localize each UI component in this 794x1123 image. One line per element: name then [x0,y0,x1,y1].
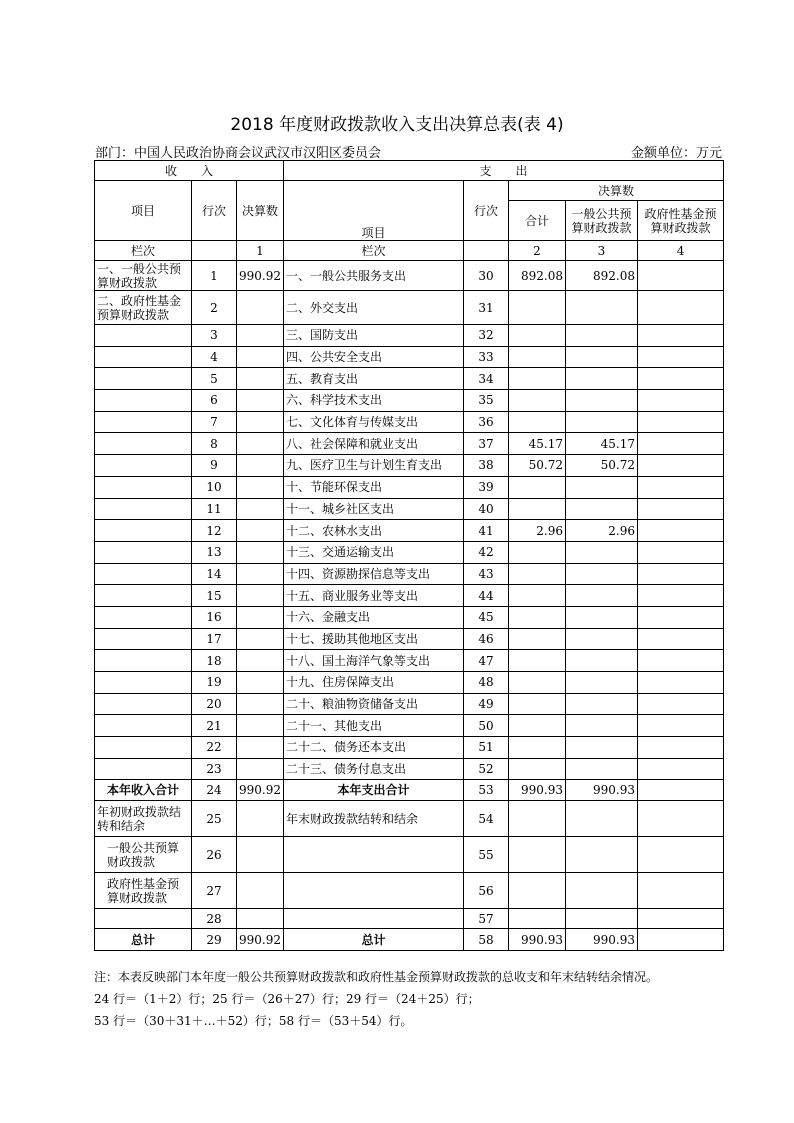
column-index-2: 2 [509,241,566,261]
expense-total [509,291,566,325]
expense-general [566,715,638,737]
income-amount [237,455,284,477]
income-amount [237,390,284,412]
expense-item: 四、公共安全支出 [284,346,464,368]
expense-item: 十三、交通运输支出 [284,541,464,563]
expense-fund [638,628,724,650]
expense-item: 二十、粮油物资储备支出 [284,693,464,715]
income-line: 20 [192,693,237,715]
income-line: 18 [192,650,237,672]
income-amount [237,801,284,837]
expense-general [566,498,638,520]
income-line: 21 [192,715,237,737]
income-item: 政府性基金预算财政拨款 [95,873,192,909]
income-item [95,758,192,780]
income-amount [237,737,284,759]
table-row [95,261,724,291]
expense-fund [638,325,724,347]
expense-fund [638,563,724,585]
income-line: 6 [192,390,237,412]
note-line: 53 行＝（30＋31＋…＋52）行；58 行＝（53＋54）行。 [94,1014,413,1028]
expense-total [509,585,566,607]
table-row [95,411,724,433]
expense-line: 42 [464,541,509,563]
expense-general: 892.08 [566,261,638,291]
expense-general [566,693,638,715]
general-budget-header: 一般公共预算财政拨款 [566,201,638,241]
income-amount [237,520,284,542]
expense-total [509,498,566,520]
expense-total: 990.93 [509,780,566,801]
income-line: 2 [192,291,237,325]
expense-general [566,476,638,498]
table-row [95,650,724,672]
expense-total [509,541,566,563]
expense-fund [638,368,724,390]
expense-fund [638,737,724,759]
income-item [95,498,192,520]
expense-total [509,801,566,837]
table-row [95,837,724,873]
expense-fund [638,672,724,694]
fund-budget-header: 政府性基金预算财政拨款 [638,201,724,241]
expense-item-header: 项目 [284,181,464,241]
expense-total: 50.72 [509,455,566,477]
notes [94,966,658,1032]
expense-item [284,837,464,873]
table-row [95,606,724,628]
expense-item: 本年支出合计 [284,780,464,801]
table-row [95,541,724,563]
income-item [95,541,192,563]
expense-line: 38 [464,455,509,477]
income-amount: 990.92 [237,780,284,801]
income-line: 28 [192,909,237,929]
income-item [95,476,192,498]
income-line: 8 [192,433,237,455]
income-header: 收 入 [95,161,284,181]
table-row [95,929,724,951]
expense-fund [638,715,724,737]
expense-total [509,837,566,873]
income-line-header: 行次 [192,181,237,241]
expense-general [566,909,638,929]
expense-fund [638,693,724,715]
expense-general [566,650,638,672]
income-item-header: 项目 [95,181,192,241]
income-amount [237,563,284,585]
expense-general [566,541,638,563]
income-amount [237,650,284,672]
expense-line-header: 行次 [464,181,509,241]
income-item [95,325,192,347]
expense-total [509,873,566,909]
table-row [95,909,724,929]
table-row [95,291,724,325]
table-row [95,585,724,607]
expense-line: 56 [464,873,509,909]
expense-general: 990.93 [566,780,638,801]
income-amount [237,909,284,929]
table-row [95,433,724,455]
expense-fund [638,476,724,498]
expense-fund [638,411,724,433]
expense-general [566,758,638,780]
expense-item: 十五、商业服务业等支出 [284,585,464,607]
expense-general [566,291,638,325]
income-line: 26 [192,837,237,873]
expense-line: 40 [464,498,509,520]
income-item: 二、政府性基金预算财政拨款 [95,291,192,325]
table-row [95,628,724,650]
expense-item: 十七、援助其他地区支出 [284,628,464,650]
page-title: 2018 年度财政拨款收入支出决算总表(表 4) [230,115,564,135]
income-item: 年初财政拨款结转和结余 [95,801,192,837]
expense-line: 51 [464,737,509,759]
income-item [95,693,192,715]
expense-fund [638,837,724,873]
expense-fund [638,929,724,951]
expense-general [566,368,638,390]
expense-fund [638,520,724,542]
income-item [95,737,192,759]
expense-fund [638,909,724,929]
expense-fund [638,541,724,563]
income-amount [237,368,284,390]
income-amount: 990.92 [237,261,284,291]
expense-general [566,737,638,759]
income-item [95,411,192,433]
column-index-label: 栏次 [284,241,464,261]
expense-line: 32 [464,325,509,347]
column-index-label: 栏次 [95,241,192,261]
table-row [95,563,724,585]
expense-item: 九、医疗卫生与计划生育支出 [284,455,464,477]
income-line: 13 [192,541,237,563]
note-line: 注：本表反映部门本年度一般公共预算财政拨款和政府性基金预算财政拨款的总收支和年末结转结余情况。 [94,970,659,984]
income-item [95,606,192,628]
expense-item: 二十三、债务付息支出 [284,758,464,780]
income-line: 7 [192,411,237,433]
expense-item: 十九、住房保障支出 [284,672,464,694]
expense-general [566,411,638,433]
expense-total [509,758,566,780]
income-line: 5 [192,368,237,390]
expense-general [566,837,638,873]
expense-total [509,693,566,715]
expense-general [566,672,638,694]
expense-line: 54 [464,801,509,837]
table-row [95,758,724,780]
table-row [95,498,724,520]
expense-line: 34 [464,368,509,390]
expense-total: 892.08 [509,261,566,291]
income-item [95,715,192,737]
expense-item: 六、科学技术支出 [284,390,464,412]
expense-total [509,411,566,433]
table-row [95,873,724,909]
expense-fund [638,455,724,477]
income-line: 11 [192,498,237,520]
table-row [95,780,724,801]
income-item [95,433,192,455]
expense-line: 46 [464,628,509,650]
unit-label: 金额单位：万元 [630,146,722,161]
expense-total [509,346,566,368]
income-line: 14 [192,563,237,585]
expense-line: 35 [464,390,509,412]
income-amount [237,433,284,455]
income-item: 本年收入合计 [95,780,192,801]
expense-line: 52 [464,758,509,780]
expense-fund [638,346,724,368]
expense-general [566,346,638,368]
income-item [95,650,192,672]
income-amount [237,715,284,737]
expense-line: 30 [464,261,509,291]
expense-item: 十四、资源勘探信息等支出 [284,563,464,585]
expense-total [509,909,566,929]
expense-total [509,325,566,347]
income-amount [237,585,284,607]
income-amount: 990.92 [237,929,284,951]
income-amount [237,758,284,780]
income-item [95,390,192,412]
table-row [95,520,724,542]
table-row [95,672,724,694]
table-row [95,368,724,390]
expense-item: 二、外交支出 [284,291,464,325]
income-line: 29 [192,929,237,951]
income-amount [237,325,284,347]
expense-line: 41 [464,520,509,542]
expense-fund [638,390,724,412]
expense-total [509,650,566,672]
expense-fund [638,801,724,837]
table-row [95,390,724,412]
column-index-1: 1 [237,241,284,261]
expense-total [509,672,566,694]
income-line: 22 [192,737,237,759]
income-line: 15 [192,585,237,607]
expense-line: 48 [464,672,509,694]
income-line: 16 [192,606,237,628]
expense-final-group-header: 决算数 [509,181,724,201]
income-amount [237,693,284,715]
expense-line: 58 [464,929,509,951]
expense-item: 总计 [284,929,464,951]
expense-general [566,628,638,650]
income-amount [237,498,284,520]
expense-item: 年末财政拨款结转和结余 [284,801,464,837]
expense-item: 十六、金融支出 [284,606,464,628]
income-item [95,346,192,368]
expense-line: 53 [464,780,509,801]
expense-total [509,368,566,390]
income-amount [237,628,284,650]
expense-general [566,390,638,412]
income-line: 4 [192,346,237,368]
expense-fund [638,873,724,909]
expense-item: 三、国防支出 [284,325,464,347]
expense-line: 31 [464,291,509,325]
expense-total: 45.17 [509,433,566,455]
expense-fund [638,585,724,607]
expense-general: 2.96 [566,520,638,542]
income-line: 27 [192,873,237,909]
income-line: 3 [192,325,237,347]
table-row [95,715,724,737]
income-line: 10 [192,476,237,498]
income-item [95,455,192,477]
expense-line: 47 [464,650,509,672]
income-amount [237,672,284,694]
income-amount [237,291,284,325]
expense-total [509,737,566,759]
expense-item: 十二、农林水支出 [284,520,464,542]
table-row [95,346,724,368]
expense-line: 43 [464,563,509,585]
final-accounts-table [94,160,724,951]
table-row [95,801,724,837]
table-row [95,455,724,477]
expense-general: 45.17 [566,433,638,455]
department-label: 部门：中国人民政治协商会议武汉市汉阳区委员会 [95,146,382,161]
column-index-3: 3 [566,241,638,261]
table-row [95,476,724,498]
income-item [95,585,192,607]
income-line: 25 [192,801,237,837]
expense-fund [638,433,724,455]
income-amount [237,606,284,628]
expense-line: 37 [464,433,509,455]
income-line: 1 [192,261,237,291]
expense-general [566,563,638,585]
expense-total [509,476,566,498]
table-row [95,325,724,347]
expense-item: 十八、国土海洋气象等支出 [284,650,464,672]
expense-total: 990.93 [509,929,566,951]
income-line: 9 [192,455,237,477]
income-amount [237,476,284,498]
expense-general: 50.72 [566,455,638,477]
expense-item: 七、文化体育与传媒支出 [284,411,464,433]
income-item: 一般公共预算财政拨款 [95,837,192,873]
expense-item: 十一、城乡社区支出 [284,498,464,520]
income-line: 12 [192,520,237,542]
income-line: 23 [192,758,237,780]
table-row [95,737,724,759]
table-row [95,693,724,715]
expense-total: 2.96 [509,520,566,542]
income-item [95,520,192,542]
expense-total [509,628,566,650]
expense-line: 57 [464,909,509,929]
expense-fund [638,758,724,780]
income-item [95,368,192,390]
income-item: 总计 [95,929,192,951]
income-amount [237,837,284,873]
expense-fund [638,261,724,291]
income-line: 24 [192,780,237,801]
expense-item [284,909,464,929]
expense-line: 55 [464,837,509,873]
expense-item [284,873,464,909]
expense-item: 十、节能环保支出 [284,476,464,498]
expense-fund [638,291,724,325]
expense-item: 一、一般公共服务支出 [284,261,464,291]
expense-general: 990.93 [566,929,638,951]
expense-line: 33 [464,346,509,368]
column-index-4: 4 [638,241,724,261]
expense-item: 二十二、债务还本支出 [284,737,464,759]
expense-line: 49 [464,693,509,715]
income-line: 17 [192,628,237,650]
expense-line: 39 [464,476,509,498]
expense-item: 二十一、其他支出 [284,715,464,737]
expense-line: 44 [464,585,509,607]
expense-item: 五、教育支出 [284,368,464,390]
income-item [95,628,192,650]
expense-fund [638,498,724,520]
expense-general [566,873,638,909]
expense-total [509,563,566,585]
expense-fund [638,650,724,672]
income-item: 一、一般公共预算财政拨款 [95,261,192,291]
income-amount [237,411,284,433]
expense-line: 50 [464,715,509,737]
income-item [95,672,192,694]
income-line: 19 [192,672,237,694]
expense-general [566,325,638,347]
expense-general [566,606,638,628]
expense-total [509,390,566,412]
income-final-header: 决算数 [237,181,284,241]
expense-total [509,606,566,628]
expense-general [566,801,638,837]
expense-total [509,715,566,737]
expense-fund [638,780,724,801]
expense-line: 36 [464,411,509,433]
note-line: 24 行＝（1＋2）行；25 行＝（26＋27）行；29 行＝（24＋25）行； [94,992,480,1006]
expense-header: 支 出 [284,161,724,181]
expense-item: 八、社会保障和就业支出 [284,433,464,455]
total-header: 合计 [509,201,566,241]
income-item [95,909,192,929]
expense-general [566,585,638,607]
income-amount [237,873,284,909]
expense-fund [638,606,724,628]
income-amount [237,541,284,563]
income-item [95,563,192,585]
expense-line: 45 [464,606,509,628]
income-amount [237,346,284,368]
